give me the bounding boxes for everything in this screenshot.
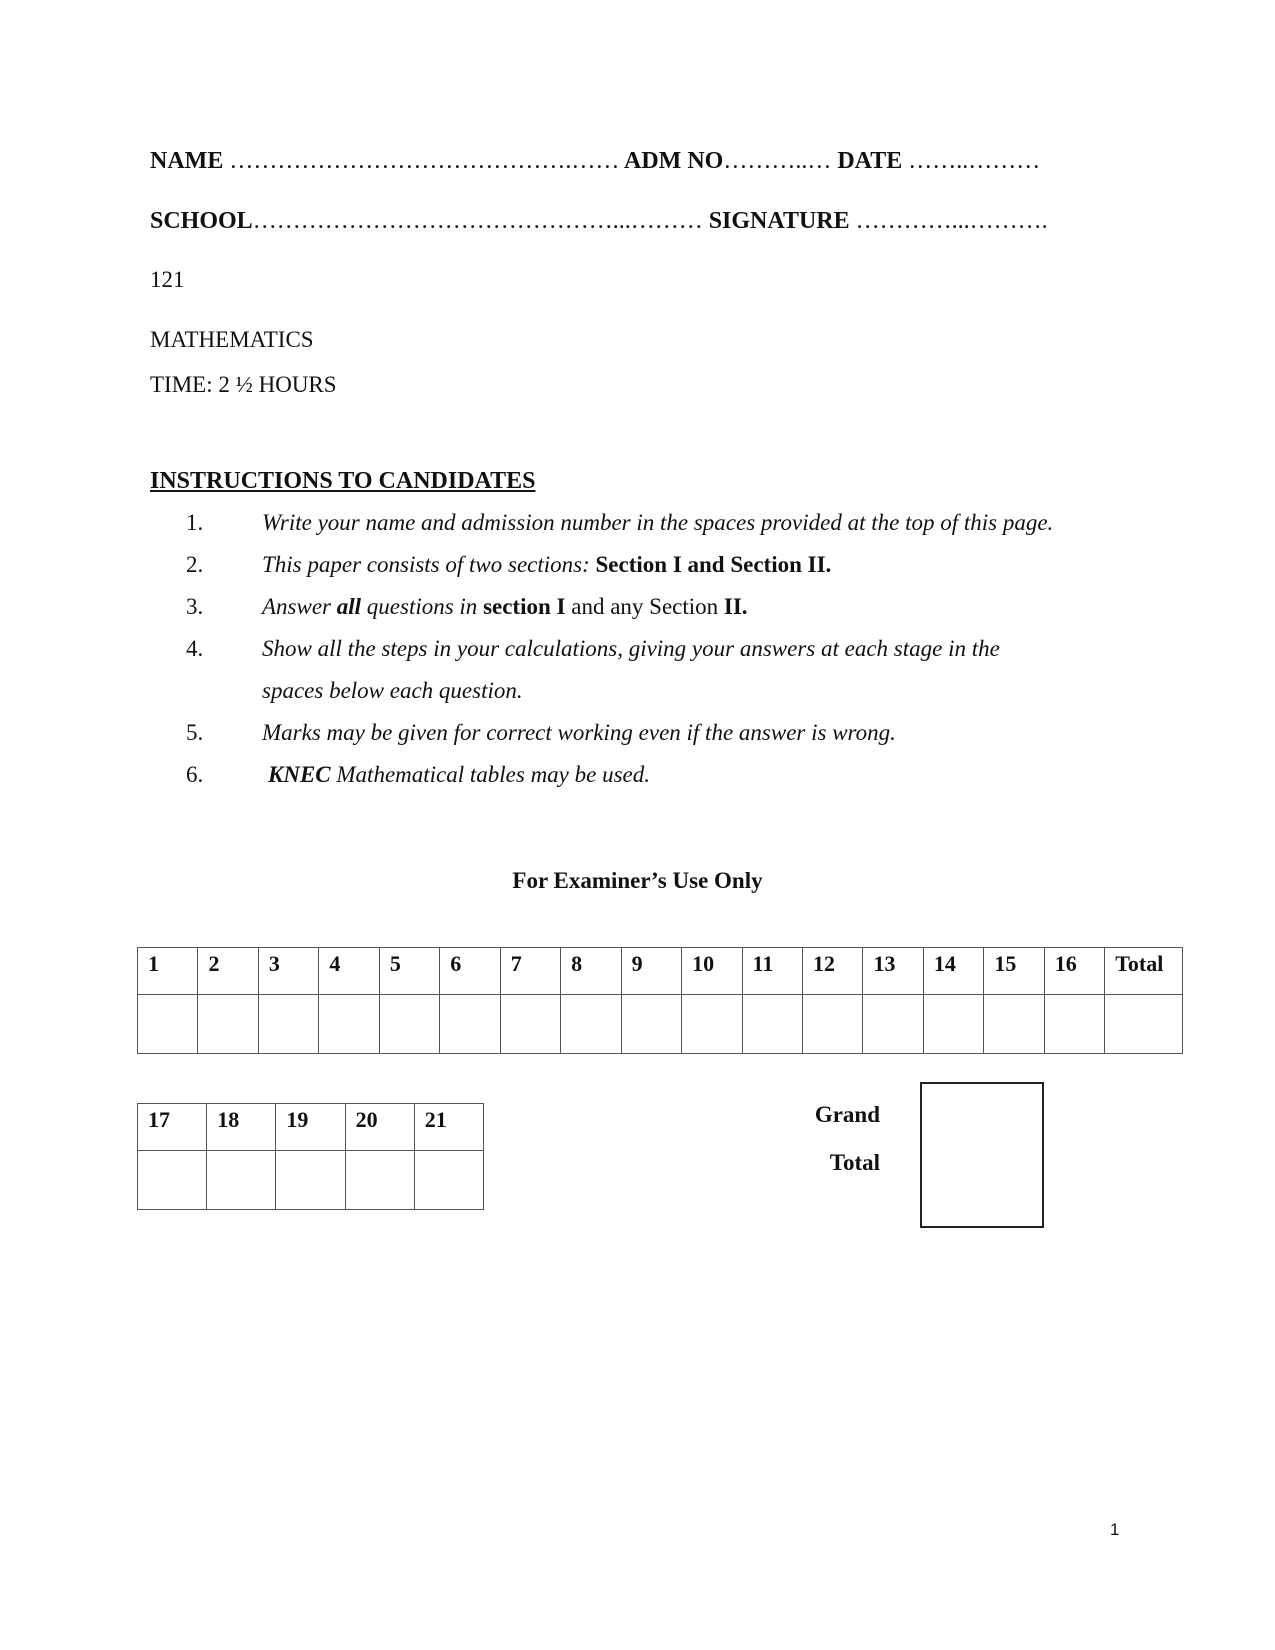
date-field[interactable]: ……..……… — [908, 148, 1041, 174]
marks-score-cell[interactable] — [1105, 995, 1183, 1054]
marks-score-cell[interactable] — [319, 995, 379, 1054]
instruction-number: 6. — [186, 762, 204, 787]
question-number: 17 — [148, 1107, 170, 1132]
instruction-1 — [0, 510, 1275, 540]
instruction-text-part: questions in — [361, 594, 484, 619]
paper-code: 121 — [150, 267, 185, 292]
marks-score-cell[interactable] — [414, 1151, 483, 1210]
instruction-text: Marks may be given for correct working even if the answer is wrong. — [262, 720, 896, 745]
instruction-number: 1. — [186, 510, 204, 535]
exam-time: TIME: 2 ½ HOURS — [150, 372, 337, 397]
section-one-emphasis: section I — [483, 594, 566, 619]
marks-question-header — [138, 1104, 207, 1151]
marks-question-header — [802, 948, 862, 995]
school-label: SCHOOL — [150, 208, 253, 234]
marks-score-cell[interactable] — [258, 995, 318, 1054]
instruction-number: 4. — [186, 636, 204, 661]
question-number: 12 — [812, 951, 835, 976]
marks-score-cell[interactable] — [138, 1151, 207, 1210]
marks-question-header — [621, 948, 681, 995]
section-two-emphasis: II. — [723, 594, 748, 619]
question-number: 13 — [873, 951, 896, 976]
question-number: 18 — [217, 1107, 240, 1132]
page-number: 1 — [1110, 1520, 1120, 1539]
marks-score-cell[interactable] — [561, 995, 621, 1054]
marks-question-header — [379, 948, 439, 995]
marks-question-header — [440, 948, 500, 995]
instruction-text-part: This paper consists of two sections: — [262, 552, 596, 577]
instruction-text: Write your name and admission number in the spaces provided at the top of this page. — [262, 510, 1054, 535]
instruction-4 — [0, 636, 1275, 708]
marks-question-header — [984, 948, 1044, 995]
instruction-text-part: Answer — [262, 594, 337, 619]
question-number: 4 — [329, 951, 341, 976]
question-number: 16 — [1054, 951, 1077, 976]
marks-score-row — [138, 995, 1183, 1054]
instruction-text: Show all the steps in your calculations, giving your answers at each stage in the — [262, 636, 1000, 661]
marks-question-header — [863, 948, 923, 995]
instructions-heading: INSTRUCTIONS TO CANDIDATES — [150, 468, 536, 494]
instruction-text — [262, 552, 831, 578]
marks-score-cell[interactable] — [984, 995, 1044, 1054]
marks-question-header — [198, 948, 258, 995]
instruction-text-part: Mathematical tables may be used. — [330, 762, 651, 787]
question-number: 9 — [631, 951, 643, 976]
marks-score-cell[interactable] — [138, 995, 198, 1054]
question-number: 8 — [571, 951, 583, 976]
marks-score-cell[interactable] — [923, 995, 983, 1054]
knec-emphasis: KNEC — [268, 762, 331, 787]
marks-table-1 — [137, 947, 1183, 1054]
question-number: 3 — [268, 951, 280, 976]
marks-score-cell[interactable] — [1044, 995, 1104, 1054]
marks-score-cell[interactable] — [207, 1151, 276, 1210]
marks-score-cell[interactable] — [379, 995, 439, 1054]
marks-score-cell[interactable] — [440, 995, 500, 1054]
question-number: 7 — [510, 951, 522, 976]
marks-question-header — [414, 1104, 483, 1151]
marks-score-cell[interactable] — [345, 1151, 414, 1210]
marks-question-header — [561, 948, 621, 995]
question-number: 5 — [389, 951, 401, 976]
question-number: 14 — [933, 951, 956, 976]
question-number: 15 — [994, 951, 1017, 976]
marks-score-cell[interactable] — [802, 995, 862, 1054]
grand-total-box[interactable] — [920, 1082, 1044, 1228]
marks-score-cell[interactable] — [276, 1151, 345, 1210]
marks-question-header — [1044, 948, 1104, 995]
instruction-3 — [0, 594, 1275, 624]
question-number: 21 — [424, 1107, 447, 1132]
marks-score-cell[interactable] — [742, 995, 802, 1054]
marks-question-header — [923, 948, 983, 995]
instruction-6 — [0, 762, 1275, 792]
signature-field[interactable]: …………...………. — [855, 208, 1048, 234]
marks-question-header — [207, 1104, 276, 1151]
grand-label: Grand — [814, 1102, 880, 1127]
instruction-text — [262, 594, 748, 620]
examiner-title: For Examiner’s Use Only — [512, 868, 763, 893]
marks-question-header — [682, 948, 742, 995]
question-number: 11 — [752, 951, 774, 976]
marks-score-cell[interactable] — [500, 995, 560, 1054]
adm-label: ADM NO — [624, 148, 724, 174]
question-number: 6 — [450, 951, 462, 976]
instruction-number: 2. — [186, 552, 204, 577]
marks-header-row — [138, 1104, 484, 1151]
date-label: DATE — [837, 148, 903, 174]
marks-score-cell[interactable] — [198, 995, 258, 1054]
instruction-text-part: and any Section — [565, 594, 724, 619]
marks-question-header — [1105, 948, 1183, 995]
marks-question-header — [345, 1104, 414, 1151]
marks-question-header — [500, 948, 560, 995]
instruction-text — [268, 762, 650, 788]
question-number: 19 — [286, 1107, 309, 1132]
marks-table-2 — [137, 1103, 484, 1210]
marks-score-row — [138, 1151, 484, 1210]
question-number: 20 — [355, 1107, 378, 1132]
marks-header-row — [138, 948, 1183, 995]
instruction-number: 3. — [186, 594, 204, 619]
name-label: NAME — [150, 148, 224, 174]
marks-question-header — [319, 948, 379, 995]
marks-question-header — [742, 948, 802, 995]
question-number: 1 — [148, 951, 159, 976]
total-label: Total — [829, 1150, 880, 1175]
subject: MATHEMATICS — [150, 327, 314, 352]
name-field[interactable]: …………………………………….…… — [229, 148, 620, 174]
signature-label: SIGNATURE — [708, 208, 850, 234]
marks-score-cell[interactable] — [621, 995, 681, 1054]
school-field[interactable]: ………………………………………...……… — [252, 208, 703, 234]
instruction-text-continued: spaces below each question. — [262, 678, 523, 703]
marks-question-header — [276, 1104, 345, 1151]
marks-question-header — [138, 948, 198, 995]
school-line — [150, 208, 1048, 235]
sections-emphasis: Section I and Section II. — [595, 552, 832, 577]
question-number: 10 — [692, 951, 715, 976]
instruction-number: 5. — [186, 720, 204, 745]
question-number: 2 — [208, 951, 220, 976]
marks-score-cell[interactable] — [863, 995, 923, 1054]
marks-question-header — [258, 948, 318, 995]
instruction-5 — [0, 720, 1275, 750]
all-emphasis: all — [336, 594, 362, 619]
question-number: Total — [1115, 951, 1164, 976]
name-line — [150, 148, 1040, 175]
marks-score-cell[interactable] — [682, 995, 742, 1054]
adm-field[interactable]: ………..… — [723, 148, 832, 174]
instruction-2 — [0, 552, 1275, 582]
